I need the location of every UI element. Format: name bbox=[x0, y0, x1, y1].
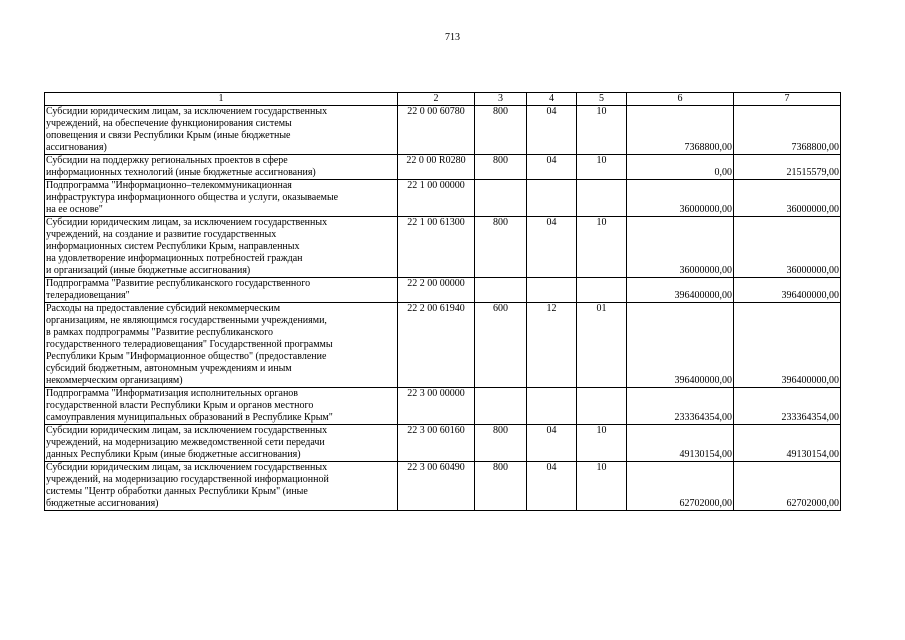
subsection-cell bbox=[577, 278, 627, 303]
header-cell: 1 bbox=[45, 93, 398, 106]
section-cell bbox=[527, 180, 577, 217]
expense-type-cell bbox=[475, 278, 527, 303]
header-cell: 6 bbox=[627, 93, 734, 106]
code-cell: 22 0 00 60780 bbox=[398, 106, 475, 155]
code-cell: 22 1 00 61300 bbox=[398, 217, 475, 278]
section-cell: 12 bbox=[527, 303, 577, 388]
code-cell: 22 2 00 00000 bbox=[398, 278, 475, 303]
subsection-cell: 10 bbox=[577, 106, 627, 155]
subsection-cell bbox=[577, 180, 627, 217]
amount-cell: 396400000,00 bbox=[734, 303, 841, 388]
amount-cell: 233364354,00 bbox=[627, 388, 734, 425]
amount-cell: 62702000,00 bbox=[734, 462, 841, 511]
description-line: Расходы на предоставление субсидий некоммерческим bbox=[46, 303, 281, 314]
table-row bbox=[45, 278, 841, 303]
amount-cell: 62702000,00 bbox=[627, 462, 734, 511]
description-cell bbox=[45, 303, 398, 388]
description-cell bbox=[45, 217, 398, 278]
section-cell: 04 bbox=[527, 425, 577, 462]
section-cell bbox=[527, 278, 577, 303]
description-line: Республики Крым "Информационное общество" (предоставление bbox=[46, 351, 327, 362]
amount-cell: 396400000,00 bbox=[627, 278, 734, 303]
description-line: на ее основе" bbox=[46, 204, 103, 215]
code-cell: 22 3 00 60160 bbox=[398, 425, 475, 462]
expense-type-cell: 800 bbox=[475, 106, 527, 155]
amount-cell: 0,00 bbox=[627, 155, 734, 180]
table-row bbox=[45, 425, 841, 462]
description-line: системы "Центр обработки данных Республики Крым" (иные bbox=[46, 486, 308, 497]
description-line: учреждений, на обеспечение функционирования системы bbox=[46, 118, 292, 129]
description-line: Подпрограмма "Информатизация исполнительных органов bbox=[46, 388, 299, 399]
description-line: информационных технологий (иные бюджетные ассигнования) bbox=[46, 167, 316, 178]
amount-cell: 396400000,00 bbox=[627, 303, 734, 388]
description-line: государственной власти Республики Крым и органов местного bbox=[46, 400, 314, 411]
amount-cell: 233364354,00 bbox=[734, 388, 841, 425]
section-cell: 04 bbox=[527, 462, 577, 511]
table-header-row bbox=[45, 93, 841, 106]
expense-type-cell bbox=[475, 180, 527, 217]
description-line: Подпрограмма "Развитие республиканского государственного bbox=[46, 278, 311, 289]
table-row bbox=[45, 180, 841, 217]
description-line: учреждений, на модернизацию государственной информационной bbox=[46, 474, 329, 485]
expense-type-cell: 800 bbox=[475, 155, 527, 180]
expense-type-cell: 800 bbox=[475, 462, 527, 511]
expense-type-cell: 800 bbox=[475, 425, 527, 462]
code-cell: 22 0 00 R0280 bbox=[398, 155, 475, 180]
header-cell: 7 bbox=[734, 93, 841, 106]
amount-cell: 7368800,00 bbox=[734, 106, 841, 155]
description-line: учреждений, на модернизацию межведомственной сети передачи bbox=[46, 437, 325, 448]
header-cell: 2 bbox=[398, 93, 475, 106]
description-cell bbox=[45, 425, 398, 462]
description-cell bbox=[45, 388, 398, 425]
amount-cell: 49130154,00 bbox=[627, 425, 734, 462]
amount-cell: 36000000,00 bbox=[734, 217, 841, 278]
description-cell bbox=[45, 155, 398, 180]
description-line: Подпрограмма "Информационно–телекоммуникационная bbox=[46, 180, 292, 191]
description-line: самоуправления муниципальных образований в Республике Крым" bbox=[46, 412, 333, 423]
description-line: бюджетные ассигнования) bbox=[46, 498, 159, 509]
description-line: некоммерческим организациям) bbox=[46, 375, 183, 386]
code-cell: 22 3 00 00000 bbox=[398, 388, 475, 425]
description-line: ассигнования) bbox=[46, 142, 107, 153]
amount-cell: 36000000,00 bbox=[627, 180, 734, 217]
amount-cell: 49130154,00 bbox=[734, 425, 841, 462]
description-line: и организаций (иные бюджетные ассигнования) bbox=[46, 265, 251, 276]
expense-type-cell: 800 bbox=[475, 217, 527, 278]
subsection-cell: 10 bbox=[577, 462, 627, 511]
description-cell bbox=[45, 278, 398, 303]
section-cell: 04 bbox=[527, 106, 577, 155]
description-line: в рамках подпрограммы "Развитие республиканского bbox=[46, 327, 273, 338]
description-line: Субсидии юридическим лицам, за исключением государственных bbox=[46, 106, 328, 117]
description-line: государственного телерадиовещания" Государственной программы bbox=[46, 339, 333, 350]
page-number: 713 bbox=[445, 32, 460, 43]
code-cell: 22 2 00 61940 bbox=[398, 303, 475, 388]
header-cell: 3 bbox=[475, 93, 527, 106]
table-row bbox=[45, 106, 841, 155]
description-cell bbox=[45, 462, 398, 511]
description-line: оповещения и связи Республики Крым (иные бюджетные bbox=[46, 130, 291, 141]
expense-type-cell: 600 bbox=[475, 303, 527, 388]
amount-cell: 7368800,00 bbox=[627, 106, 734, 155]
table-row bbox=[45, 303, 841, 388]
header-cell: 5 bbox=[577, 93, 627, 106]
description-line: Субсидии юридическим лицам, за исключением государственных bbox=[46, 425, 328, 436]
description-line: субсидий бюджетным, автономным учреждениям и иным bbox=[46, 363, 292, 374]
code-cell: 22 3 00 60490 bbox=[398, 462, 475, 511]
code-cell: 22 1 00 00000 bbox=[398, 180, 475, 217]
amount-cell: 21515579,00 bbox=[734, 155, 841, 180]
description-cell bbox=[45, 106, 398, 155]
description-line: Субсидии на поддержку региональных проектов в сфере bbox=[46, 155, 288, 166]
table-row bbox=[45, 217, 841, 278]
section-cell: 04 bbox=[527, 155, 577, 180]
subsection-cell: 10 bbox=[577, 425, 627, 462]
table-row bbox=[45, 462, 841, 511]
section-cell: 04 bbox=[527, 217, 577, 278]
description-line: Субсидии юридическим лицам, за исключением государственных bbox=[46, 217, 328, 228]
description-line: телерадиовещания" bbox=[46, 290, 130, 301]
amount-cell: 36000000,00 bbox=[734, 180, 841, 217]
budget-table bbox=[44, 92, 841, 511]
description-line: данных Республики Крым (иные бюджетные ассигнования) bbox=[46, 449, 301, 460]
table-row bbox=[45, 155, 841, 180]
subsection-cell bbox=[577, 388, 627, 425]
amount-cell: 36000000,00 bbox=[627, 217, 734, 278]
table-row bbox=[45, 388, 841, 425]
section-cell bbox=[527, 388, 577, 425]
description-line: информационных систем Республики Крым, направленных bbox=[46, 241, 300, 252]
expense-type-cell bbox=[475, 388, 527, 425]
description-line: на удовлетворение информационных потребностей граждан bbox=[46, 253, 303, 264]
header-cell: 4 bbox=[527, 93, 577, 106]
subsection-cell: 10 bbox=[577, 155, 627, 180]
description-line: организациям, не являющимся государственными учреждениями, bbox=[46, 315, 327, 326]
description-line: Субсидии юридическим лицам, за исключением государственных bbox=[46, 462, 328, 473]
subsection-cell: 10 bbox=[577, 217, 627, 278]
amount-cell: 396400000,00 bbox=[734, 278, 841, 303]
description-line: учреждений, на создание и развитие государственных bbox=[46, 229, 277, 240]
description-line: инфраструктура информационного общества и услуги, оказываемые bbox=[46, 192, 339, 203]
description-cell bbox=[45, 180, 398, 217]
subsection-cell: 01 bbox=[577, 303, 627, 388]
